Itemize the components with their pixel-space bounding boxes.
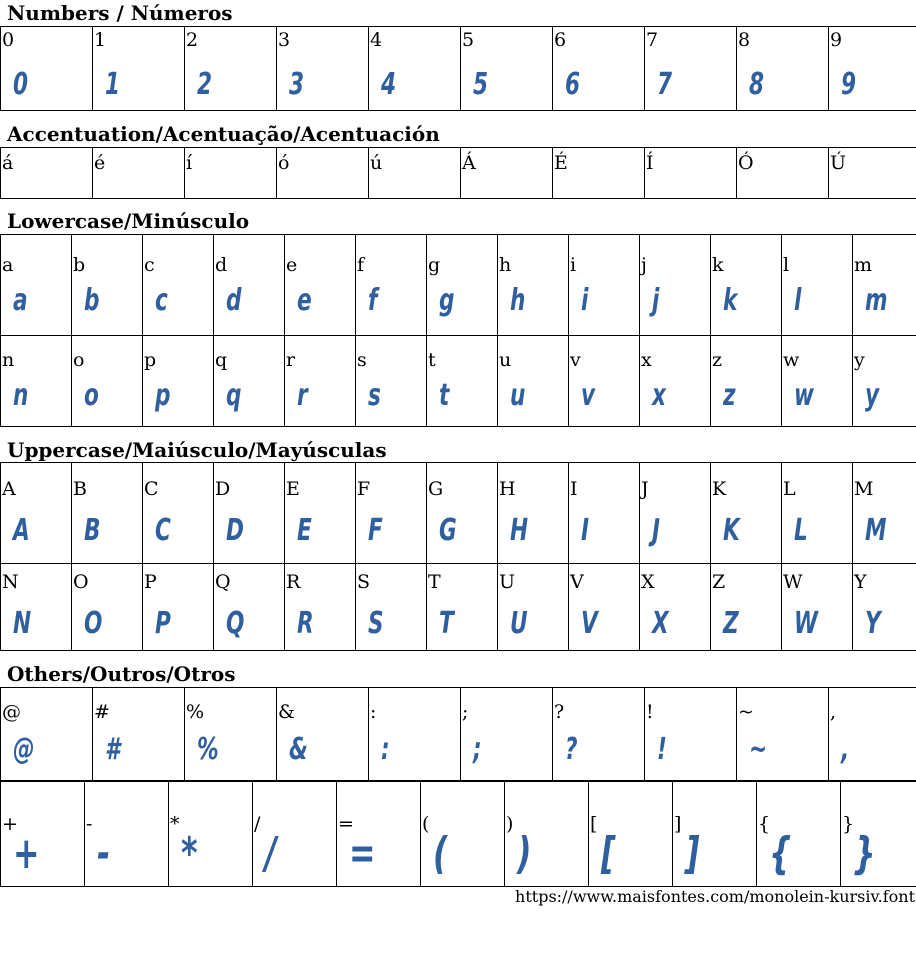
glyph-label: D (215, 478, 231, 500)
glyph-label: 0 (2, 29, 15, 51)
section-title-accents: Accentuation/Acentuação/Acentuación (7, 122, 440, 146)
glyph-sample: - (97, 828, 111, 879)
glyph-sample: X (652, 606, 669, 641)
glyph-sample: 5 (473, 67, 489, 102)
glyph-sample: Z (723, 606, 739, 641)
glyph-label: F (357, 478, 371, 500)
glyph-label: 8 (738, 29, 751, 51)
glyph-sample: , (841, 732, 850, 767)
glyph-sample: [ (601, 828, 616, 879)
glyph-label: I (570, 478, 578, 500)
glyph-sample: Q (226, 606, 245, 641)
glyph-cell (853, 235, 916, 336)
glyph-label: Í (646, 152, 654, 174)
glyph-cell (1, 564, 72, 651)
glyph-sample: Y (865, 606, 881, 641)
glyph-cell (569, 235, 640, 336)
glyph-cell (498, 564, 569, 651)
glyph-sample: 0 (13, 67, 29, 102)
glyph-label: E (286, 478, 300, 500)
glyph-label: ó (278, 152, 290, 174)
glyph-cell (737, 148, 829, 199)
glyph-cell (461, 148, 553, 199)
glyph-label: x (641, 349, 652, 371)
glyph-label: ) (506, 813, 514, 835)
glyph-cell (829, 27, 916, 111)
others-table-row2 (0, 781, 916, 887)
glyph-cell (427, 336, 498, 427)
glyph-cell (505, 782, 589, 887)
glyph-label: ú (370, 152, 383, 174)
glyph-sample: c (155, 283, 168, 318)
glyph-sample: 8 (749, 67, 765, 102)
glyph-label: k (712, 254, 724, 276)
glyph-label: * (170, 813, 180, 835)
glyph-label: ] (674, 813, 682, 835)
glyph-cell (569, 336, 640, 427)
glyph-cell (461, 688, 553, 781)
glyph-sample: @ (13, 732, 35, 767)
glyph-label: G (428, 478, 444, 500)
glyph-cell (277, 148, 369, 199)
glyph-label: s (357, 349, 367, 371)
glyph-sample: F (368, 513, 383, 548)
glyph-label: Á (462, 152, 476, 174)
glyph-label: v (570, 349, 581, 371)
glyph-cell (369, 148, 461, 199)
glyph-label: 6 (554, 29, 567, 51)
glyph-cell (853, 336, 916, 427)
glyph-cell (640, 336, 711, 427)
glyph-cell (356, 235, 427, 336)
glyph-sample: & (289, 732, 308, 767)
glyph-cell (185, 688, 277, 781)
glyph-sample: u (510, 378, 526, 413)
glyph-label: S (357, 571, 371, 593)
glyph-sample: i (581, 283, 589, 318)
glyph-cell (277, 27, 369, 111)
glyph-cell (829, 688, 916, 781)
glyph-cell (214, 336, 285, 427)
glyph-label: Z (712, 571, 726, 593)
glyph-cell (645, 148, 737, 199)
glyph-cell (143, 564, 214, 651)
glyph-label: i (570, 254, 577, 276)
glyph-cell (143, 463, 214, 564)
glyph-sample: p (155, 378, 171, 413)
glyph-label: r (286, 349, 296, 371)
section-title-others: Others/Outros/Otros (7, 662, 236, 686)
glyph-label: = (338, 813, 354, 835)
numbers-table (0, 26, 916, 111)
glyph-sample: V (581, 606, 598, 641)
glyph-label: a (2, 254, 14, 276)
glyph-cell (853, 564, 916, 651)
glyph-sample: L (794, 513, 808, 548)
glyph-cell (169, 782, 253, 887)
glyph-cell (711, 336, 782, 427)
glyph-sample: 2 (197, 67, 213, 102)
glyph-sample: o (84, 378, 99, 413)
glyph-label: : (370, 701, 377, 723)
glyph-label: @ (2, 701, 21, 723)
glyph-label: P (144, 571, 157, 593)
glyph-sample: g (439, 283, 455, 318)
glyph-label: ( (422, 813, 430, 835)
glyph-cell (285, 463, 356, 564)
glyph-sample: G (439, 513, 457, 548)
glyph-label: n (2, 349, 15, 371)
glyph-cell (85, 782, 169, 887)
glyph-label: g (428, 254, 441, 276)
glyph-label: R (286, 571, 301, 593)
glyph-label: 4 (370, 29, 383, 51)
glyph-label: ! (646, 701, 654, 723)
glyph-sample: ; (473, 732, 482, 767)
glyph-sample: / (265, 828, 277, 879)
glyph-cell (498, 336, 569, 427)
glyph-sample: f (368, 283, 378, 318)
glyph-label: / (254, 813, 261, 835)
glyph-label: h (499, 254, 512, 276)
glyph-cell (461, 27, 553, 111)
glyph-sample: ( (433, 828, 448, 879)
glyph-cell (673, 782, 757, 887)
glyph-label: K (712, 478, 727, 500)
glyph-label: 1 (94, 29, 107, 51)
glyph-cell (1, 27, 93, 111)
glyph-label: Y (854, 571, 867, 593)
glyph-cell (421, 782, 505, 887)
glyph-sample: v (581, 378, 596, 413)
glyph-cell (253, 782, 337, 887)
glyph-cell (72, 235, 143, 336)
glyph-sample: D (226, 513, 244, 548)
glyph-sample: b (84, 283, 100, 318)
glyph-sample: M (865, 513, 887, 548)
glyph-label: B (73, 478, 87, 500)
glyph-cell (645, 27, 737, 111)
glyph-sample: t (439, 378, 450, 413)
glyph-sample: 3 (289, 67, 305, 102)
glyph-cell (1, 463, 72, 564)
glyph-cell (569, 463, 640, 564)
glyph-sample: O (84, 606, 103, 641)
glyph-label: í (186, 152, 193, 174)
glyph-cell (782, 235, 853, 336)
glyph-sample: l (794, 283, 802, 318)
glyph-label: e (286, 254, 298, 276)
glyph-cell (553, 148, 645, 199)
glyph-label: 2 (186, 29, 199, 51)
glyph-cell (711, 463, 782, 564)
glyph-cell (1, 336, 72, 427)
glyph-sample: ) (517, 828, 532, 879)
glyph-sample: { (769, 828, 792, 879)
glyph-label: 5 (462, 29, 475, 51)
glyph-sample: : (381, 732, 390, 767)
glyph-cell (1, 782, 85, 887)
glyph-cell (757, 782, 841, 887)
glyph-cell (285, 235, 356, 336)
lowercase-table (0, 234, 916, 427)
glyph-cell (569, 564, 640, 651)
section-title-numbers: Numbers / Números (7, 1, 233, 25)
glyph-label: # (94, 701, 110, 723)
glyph-sample: P (155, 606, 171, 641)
glyph-label: Ú (830, 152, 847, 174)
glyph-sample: ? (565, 732, 578, 767)
glyph-sample: T (439, 606, 454, 641)
glyph-cell (93, 688, 185, 781)
glyph-cell (143, 336, 214, 427)
glyph-sample: B (84, 513, 101, 548)
glyph-sample: K (723, 513, 740, 548)
glyph-label: 9 (830, 29, 843, 51)
glyph-cell (72, 564, 143, 651)
glyph-label: - (86, 813, 93, 835)
glyph-cell (711, 235, 782, 336)
glyph-cell (356, 463, 427, 564)
glyph-cell (93, 148, 185, 199)
glyph-label: H (499, 478, 516, 500)
glyph-sample: + (13, 828, 40, 879)
glyph-sample: = (349, 828, 376, 879)
glyph-cell (853, 463, 916, 564)
glyph-label: j (641, 254, 647, 276)
source-url: https://www.maisfontes.com/monolein-kursiv.font (515, 887, 915, 906)
glyph-sample: } (853, 828, 876, 879)
glyph-cell (841, 782, 916, 887)
glyph-cell (356, 336, 427, 427)
glyph-sample: 4 (381, 67, 397, 102)
glyph-cell (640, 463, 711, 564)
glyph-label: ~ (738, 701, 754, 723)
section-title-uppercase: Uppercase/Maiúsculo/Mayúsculas (7, 438, 387, 462)
glyph-cell (214, 235, 285, 336)
glyph-label: % (186, 701, 205, 723)
glyph-label: m (854, 254, 873, 276)
glyph-label: t (428, 349, 436, 371)
glyph-label: f (357, 254, 365, 276)
glyph-cell (356, 564, 427, 651)
glyph-sample: * (181, 828, 198, 879)
glyph-cell (214, 463, 285, 564)
glyph-label: d (215, 254, 228, 276)
glyph-label: & (278, 701, 295, 723)
glyph-cell (1, 148, 93, 199)
glyph-sample: N (13, 606, 32, 641)
glyph-cell (369, 688, 461, 781)
glyph-sample: 9 (841, 67, 857, 102)
uppercase-table (0, 462, 916, 651)
glyph-sample: y (865, 378, 880, 413)
glyph-sample: ~ (749, 732, 768, 767)
section-title-lowercase: Lowercase/Minúsculo (7, 209, 250, 233)
glyph-label: T (428, 571, 441, 593)
glyph-label: u (499, 349, 512, 371)
glyph-cell (285, 336, 356, 427)
glyph-cell (427, 463, 498, 564)
glyph-label: É (554, 152, 568, 174)
glyph-sample: J (652, 513, 661, 548)
glyph-cell (498, 235, 569, 336)
glyph-sample: z (723, 378, 736, 413)
glyph-cell (737, 27, 829, 111)
glyph-label: é (94, 152, 106, 174)
glyph-label: V (570, 571, 584, 593)
glyph-cell (214, 564, 285, 651)
glyph-cell (1, 688, 93, 781)
glyph-label: o (73, 349, 85, 371)
glyph-cell (72, 463, 143, 564)
glyph-cell (1, 235, 72, 336)
glyph-cell (737, 688, 829, 781)
glyph-label: L (783, 478, 796, 500)
glyph-sample: ! (657, 732, 667, 767)
glyph-sample: s (368, 378, 381, 413)
glyph-cell (829, 148, 916, 199)
glyph-label: O (73, 571, 89, 593)
glyph-sample: 6 (565, 67, 581, 102)
glyph-label: l (783, 254, 790, 276)
glyph-sample: W (794, 606, 818, 641)
glyph-label: A (2, 478, 16, 500)
glyph-label: w (783, 349, 800, 371)
glyph-sample: x (652, 378, 666, 413)
glyph-cell (782, 463, 853, 564)
glyph-label: J (641, 478, 649, 500)
glyph-sample: U (510, 606, 528, 641)
glyph-cell (369, 27, 461, 111)
glyph-label: } (842, 813, 855, 835)
others-table-row1 (0, 687, 916, 781)
glyph-cell (337, 782, 421, 887)
glyph-sample: A (13, 513, 30, 548)
glyph-label: b (73, 254, 86, 276)
glyph-label: Q (215, 571, 231, 593)
glyph-cell (285, 564, 356, 651)
glyph-sample: # (105, 732, 121, 767)
glyph-sample: m (865, 283, 888, 318)
glyph-label: 3 (278, 29, 291, 51)
glyph-sample: w (794, 378, 814, 413)
glyph-cell (185, 27, 277, 111)
glyph-cell (143, 235, 214, 336)
glyph-sample: 1 (105, 67, 121, 102)
glyph-sample: S (368, 606, 384, 641)
glyph-sample: I (581, 513, 590, 548)
glyph-label: U (499, 571, 516, 593)
glyph-sample: 7 (657, 67, 673, 102)
glyph-sample: h (510, 283, 526, 318)
glyph-sample: d (226, 283, 242, 318)
glyph-label: X (641, 571, 655, 593)
glyph-label: c (144, 254, 155, 276)
glyph-cell (427, 564, 498, 651)
glyph-label: [ (590, 813, 598, 835)
glyph-sample: H (510, 513, 529, 548)
glyph-sample: E (297, 513, 312, 548)
glyph-sample: a (13, 283, 28, 318)
glyph-sample: r (297, 378, 308, 413)
glyph-label: M (854, 478, 874, 500)
glyph-sample: q (226, 378, 242, 413)
glyph-cell (427, 235, 498, 336)
glyph-cell (645, 688, 737, 781)
glyph-cell (782, 336, 853, 427)
glyph-label: 7 (646, 29, 659, 51)
glyph-cell (640, 235, 711, 336)
glyph-cell (277, 688, 369, 781)
glyph-label: Ó (738, 152, 754, 174)
glyph-sample: j (652, 283, 660, 318)
glyph-label: W (783, 571, 803, 593)
glyph-cell (72, 336, 143, 427)
glyph-label: C (144, 478, 159, 500)
glyph-sample: k (723, 283, 738, 318)
glyph-label: , (830, 701, 837, 723)
glyph-sample: C (155, 513, 171, 548)
glyph-sample: R (297, 606, 314, 641)
glyph-sample: ] (685, 828, 700, 879)
glyph-label: { (758, 813, 771, 835)
glyph-cell (553, 27, 645, 111)
glyph-label: N (2, 571, 19, 593)
glyph-cell (640, 564, 711, 651)
glyph-sample: e (297, 283, 312, 318)
glyph-label: z (712, 349, 723, 371)
glyph-sample: % (197, 732, 219, 767)
glyph-label: ; (462, 701, 469, 723)
glyph-label: + (2, 813, 18, 835)
accents-table (0, 147, 916, 199)
glyph-label: y (854, 349, 865, 371)
glyph-sample: n (13, 378, 29, 413)
glyph-cell (589, 782, 673, 887)
glyph-label: p (144, 349, 157, 371)
glyph-cell (498, 463, 569, 564)
glyph-cell (711, 564, 782, 651)
glyph-label: ? (554, 701, 565, 723)
glyph-cell (553, 688, 645, 781)
glyph-cell (93, 27, 185, 111)
glyph-label: q (215, 349, 228, 371)
glyph-cell (782, 564, 853, 651)
glyph-cell (185, 148, 277, 199)
glyph-label: á (2, 152, 14, 174)
